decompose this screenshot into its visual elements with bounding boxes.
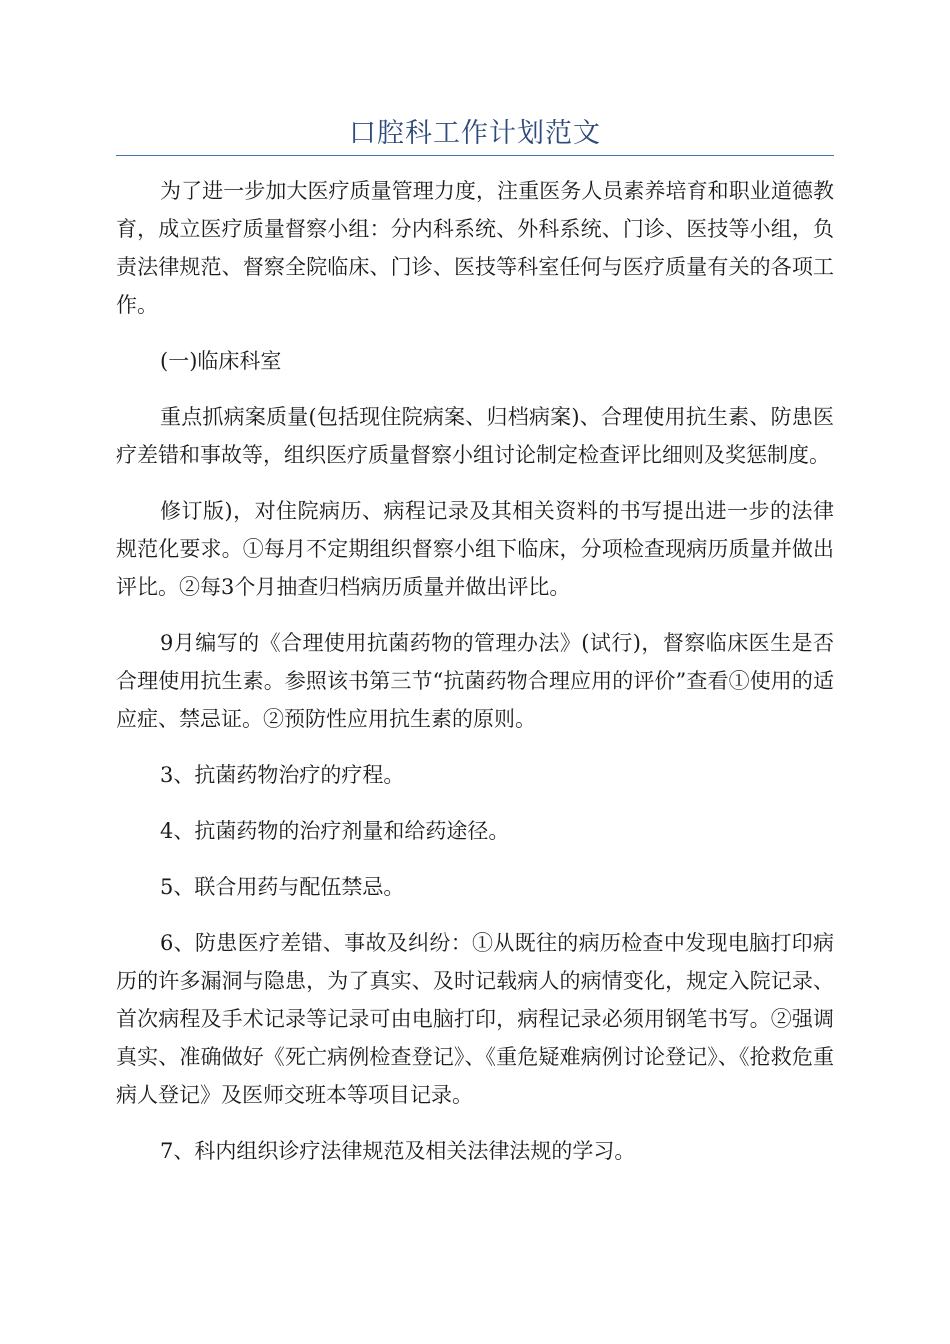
list-item-5: 5、联合用药与配伍禁忌。 [160,875,405,899]
title-underline [116,155,834,156]
document-title: 口腔科工作计划范文 [349,118,601,149]
paragraph-antibiotics: 9月编写的《合理使用抗菌药物的管理办法》(试行)，督察临床医生是否合理使用抗生素。参照该书第三节“抗菌药物合理应用的评价”查看①使用的适应症、禁忌证。②预防性应用抗生素的原则。 [116,631,834,731]
list-item-4: 4、抗菌药物的治疗剂量和给药途径。 [160,819,510,843]
paragraph-intro: 为了进一步加大医疗质量管理力度，注重医务人员素养培育和职业道德教育，成立医疗质量督察小组：分内科系统、外科系统、门诊、医技等小组，负责法律规范、督察全院临床、门诊、医技等科室任何与医疗质量有关的各项工作。 [116,179,834,317]
section-heading-clinical: (一)临床科室 [160,349,282,373]
list-item-3: 3、抗菌药物治疗的疗程。 [160,763,405,787]
paragraph-medical-records: 重点抓病案质量(包括现住院病案、归档病案)、合理使用抗生素、防患医疗差错和事故等，组织医疗质量督察小组讨论制定检查评比细则及奖惩制度。 [116,405,834,467]
document-body [116,172,834,1188]
list-item-7: 7、科内组织诊疗法律规范及相关法律法规的学习。 [160,1139,636,1163]
paragraph-revision: 修订版)，对住院病历、病程记录及其相关资料的书写提出进一步的法律规范化要求。①每月不定期组织督察小组下临床，分项检查现病历质量并做出评比。②每3个月抽查归档病历质量并做出评比。 [116,499,834,599]
list-item-6: 6、防患医疗差错、事故及纠纷：①从既往的病历检查中发现电脑打印病历的许多漏洞与隐患，为了真实、及时记载病人的病情变化，规定入院记录、首次病程及手术记录等记录可由电脑打印，病程记录必须用钢笔书写。②强调真实、准确做好《死亡病例检查登记》、《重危疑难病例讨论登记》、《抢救危重病人登记》及医师交班本等项目记录。 [116,931,834,1107]
